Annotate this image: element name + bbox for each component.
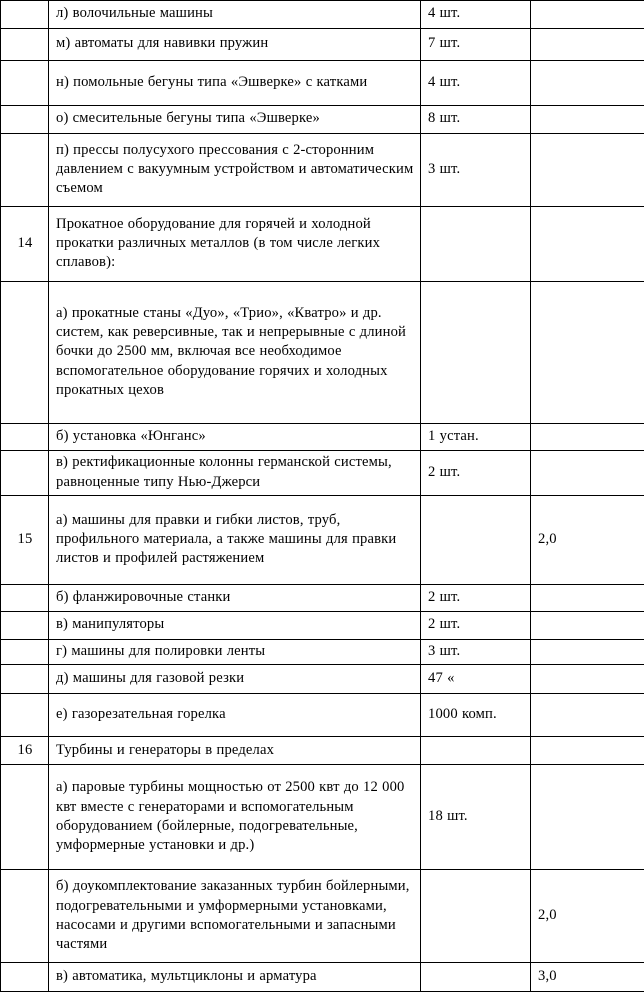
cell-quantity: 8 шт. bbox=[421, 106, 531, 134]
cell-quantity: 18 шт. bbox=[421, 765, 531, 870]
table-row bbox=[1, 665, 644, 694]
cell-value bbox=[531, 1, 644, 29]
cell-description: Прокатное оборудование для горячей и холодной прокатки различных металлов (в том числе легких сплавов): bbox=[49, 207, 421, 282]
table-row bbox=[1, 106, 644, 134]
cell-value bbox=[531, 451, 644, 496]
cell-quantity bbox=[421, 870, 531, 963]
table-row bbox=[1, 29, 644, 61]
table-row bbox=[1, 451, 644, 496]
cell-item-number bbox=[1, 282, 49, 424]
cell-description: а) машины для правки и гибки листов, труб, профильного материала, а также машины для правки листов и профилей растяжением bbox=[49, 496, 421, 585]
cell-quantity: 2 шт. bbox=[421, 451, 531, 496]
cell-value: 2,0 bbox=[531, 870, 644, 963]
cell-item-number bbox=[1, 694, 49, 737]
cell-description: м) автоматы для навивки пружин bbox=[49, 29, 421, 61]
cell-description: е) газорезательная горелка bbox=[49, 694, 421, 737]
table-row bbox=[1, 963, 644, 992]
table-row bbox=[1, 282, 644, 424]
table-row bbox=[1, 694, 644, 737]
cell-value bbox=[531, 134, 644, 207]
cell-value bbox=[531, 424, 644, 451]
cell-item-number bbox=[1, 451, 49, 496]
cell-item-number bbox=[1, 612, 49, 640]
cell-value bbox=[531, 61, 644, 106]
cell-description: а) прокатные станы «Дуо», «Трио», «Кватро» и др. систем, как реверсивные, так и непрерывные с длиной бочки до 2500 мм, включая все необходимое вспомогательное оборудование горячих и холодных прокатных цехов bbox=[49, 282, 421, 424]
cell-quantity bbox=[421, 207, 531, 282]
cell-quantity bbox=[421, 963, 531, 992]
table-row bbox=[1, 61, 644, 106]
cell-value bbox=[531, 29, 644, 61]
table-row bbox=[1, 640, 644, 665]
cell-description: н) помольные бегуны типа «Эшверке» с катками bbox=[49, 61, 421, 106]
cell-quantity bbox=[421, 282, 531, 424]
cell-quantity: 3 шт. bbox=[421, 640, 531, 665]
cell-value: 2,0 bbox=[531, 496, 644, 585]
cell-description: б) фланжировочные станки bbox=[49, 585, 421, 612]
cell-description: г) машины для полировки ленты bbox=[49, 640, 421, 665]
cell-quantity: 1 устан. bbox=[421, 424, 531, 451]
cell-item-number bbox=[1, 640, 49, 665]
cell-quantity: 2 шт. bbox=[421, 612, 531, 640]
cell-quantity: 7 шт. bbox=[421, 29, 531, 61]
table-row bbox=[1, 424, 644, 451]
cell-quantity: 4 шт. bbox=[421, 61, 531, 106]
cell-description: б) установка «Юнганс» bbox=[49, 424, 421, 451]
cell-value bbox=[531, 612, 644, 640]
table-body bbox=[1, 1, 644, 992]
cell-item-number bbox=[1, 963, 49, 992]
table-row bbox=[1, 585, 644, 612]
cell-description: а) паровые турбины мощностью от 2500 квт до 12 000 квт вместе с генераторами и вспомогательным оборудованием (бойлерные, подогревательные, умформерные установки и др.) bbox=[49, 765, 421, 870]
cell-description: б) доукомплектование заказанных турбин бойлерными, подогревательными и умформерными установками, насосами и другими вспомогательными и запасными частями bbox=[49, 870, 421, 963]
cell-quantity: 47 « bbox=[421, 665, 531, 694]
cell-item-number bbox=[1, 765, 49, 870]
cell-item-number bbox=[1, 61, 49, 106]
table-row bbox=[1, 496, 644, 585]
table-row bbox=[1, 207, 644, 282]
cell-value bbox=[531, 665, 644, 694]
table-row bbox=[1, 612, 644, 640]
cell-value bbox=[531, 207, 644, 282]
cell-value bbox=[531, 765, 644, 870]
cell-item-number bbox=[1, 665, 49, 694]
cell-value bbox=[531, 640, 644, 665]
cell-quantity bbox=[421, 496, 531, 585]
cell-description: л) волочильные машины bbox=[49, 1, 421, 29]
cell-item-number: 16 bbox=[1, 737, 49, 765]
table-row bbox=[1, 765, 644, 870]
cell-description: в) ректификационные колонны германской системы, равноценные типу Нью-Джерси bbox=[49, 451, 421, 496]
cell-item-number: 15 bbox=[1, 496, 49, 585]
cell-quantity: 1000 комп. bbox=[421, 694, 531, 737]
table-row bbox=[1, 870, 644, 963]
cell-item-number bbox=[1, 29, 49, 61]
cell-value: 3,0 bbox=[531, 963, 644, 992]
cell-quantity: 3 шт. bbox=[421, 134, 531, 207]
cell-quantity bbox=[421, 737, 531, 765]
cell-item-number bbox=[1, 424, 49, 451]
table-row bbox=[1, 1, 644, 29]
cell-item-number bbox=[1, 870, 49, 963]
cell-item-number bbox=[1, 106, 49, 134]
cell-item-number: 14 bbox=[1, 207, 49, 282]
cell-value bbox=[531, 585, 644, 612]
table-row bbox=[1, 737, 644, 765]
cell-description: о) смесительные бегуны типа «Эшверке» bbox=[49, 106, 421, 134]
cell-item-number bbox=[1, 134, 49, 207]
cell-value bbox=[531, 106, 644, 134]
cell-description: д) машины для газовой резки bbox=[49, 665, 421, 694]
cell-quantity: 2 шт. bbox=[421, 585, 531, 612]
cell-description: в) манипуляторы bbox=[49, 612, 421, 640]
cell-quantity: 4 шт. bbox=[421, 1, 531, 29]
table-row bbox=[1, 134, 644, 207]
cell-description: п) прессы полусухого прессования с 2-сторонним давлением с вакуумным устройством и автоматическим съемом bbox=[49, 134, 421, 207]
cell-value bbox=[531, 282, 644, 424]
cell-description: в) автоматика, мультциклоны и арматура bbox=[49, 963, 421, 992]
cell-description: Турбины и генераторы в пределах bbox=[49, 737, 421, 765]
cell-value bbox=[531, 737, 644, 765]
cell-item-number bbox=[1, 585, 49, 612]
cell-value bbox=[531, 694, 644, 737]
cell-item-number bbox=[1, 1, 49, 29]
